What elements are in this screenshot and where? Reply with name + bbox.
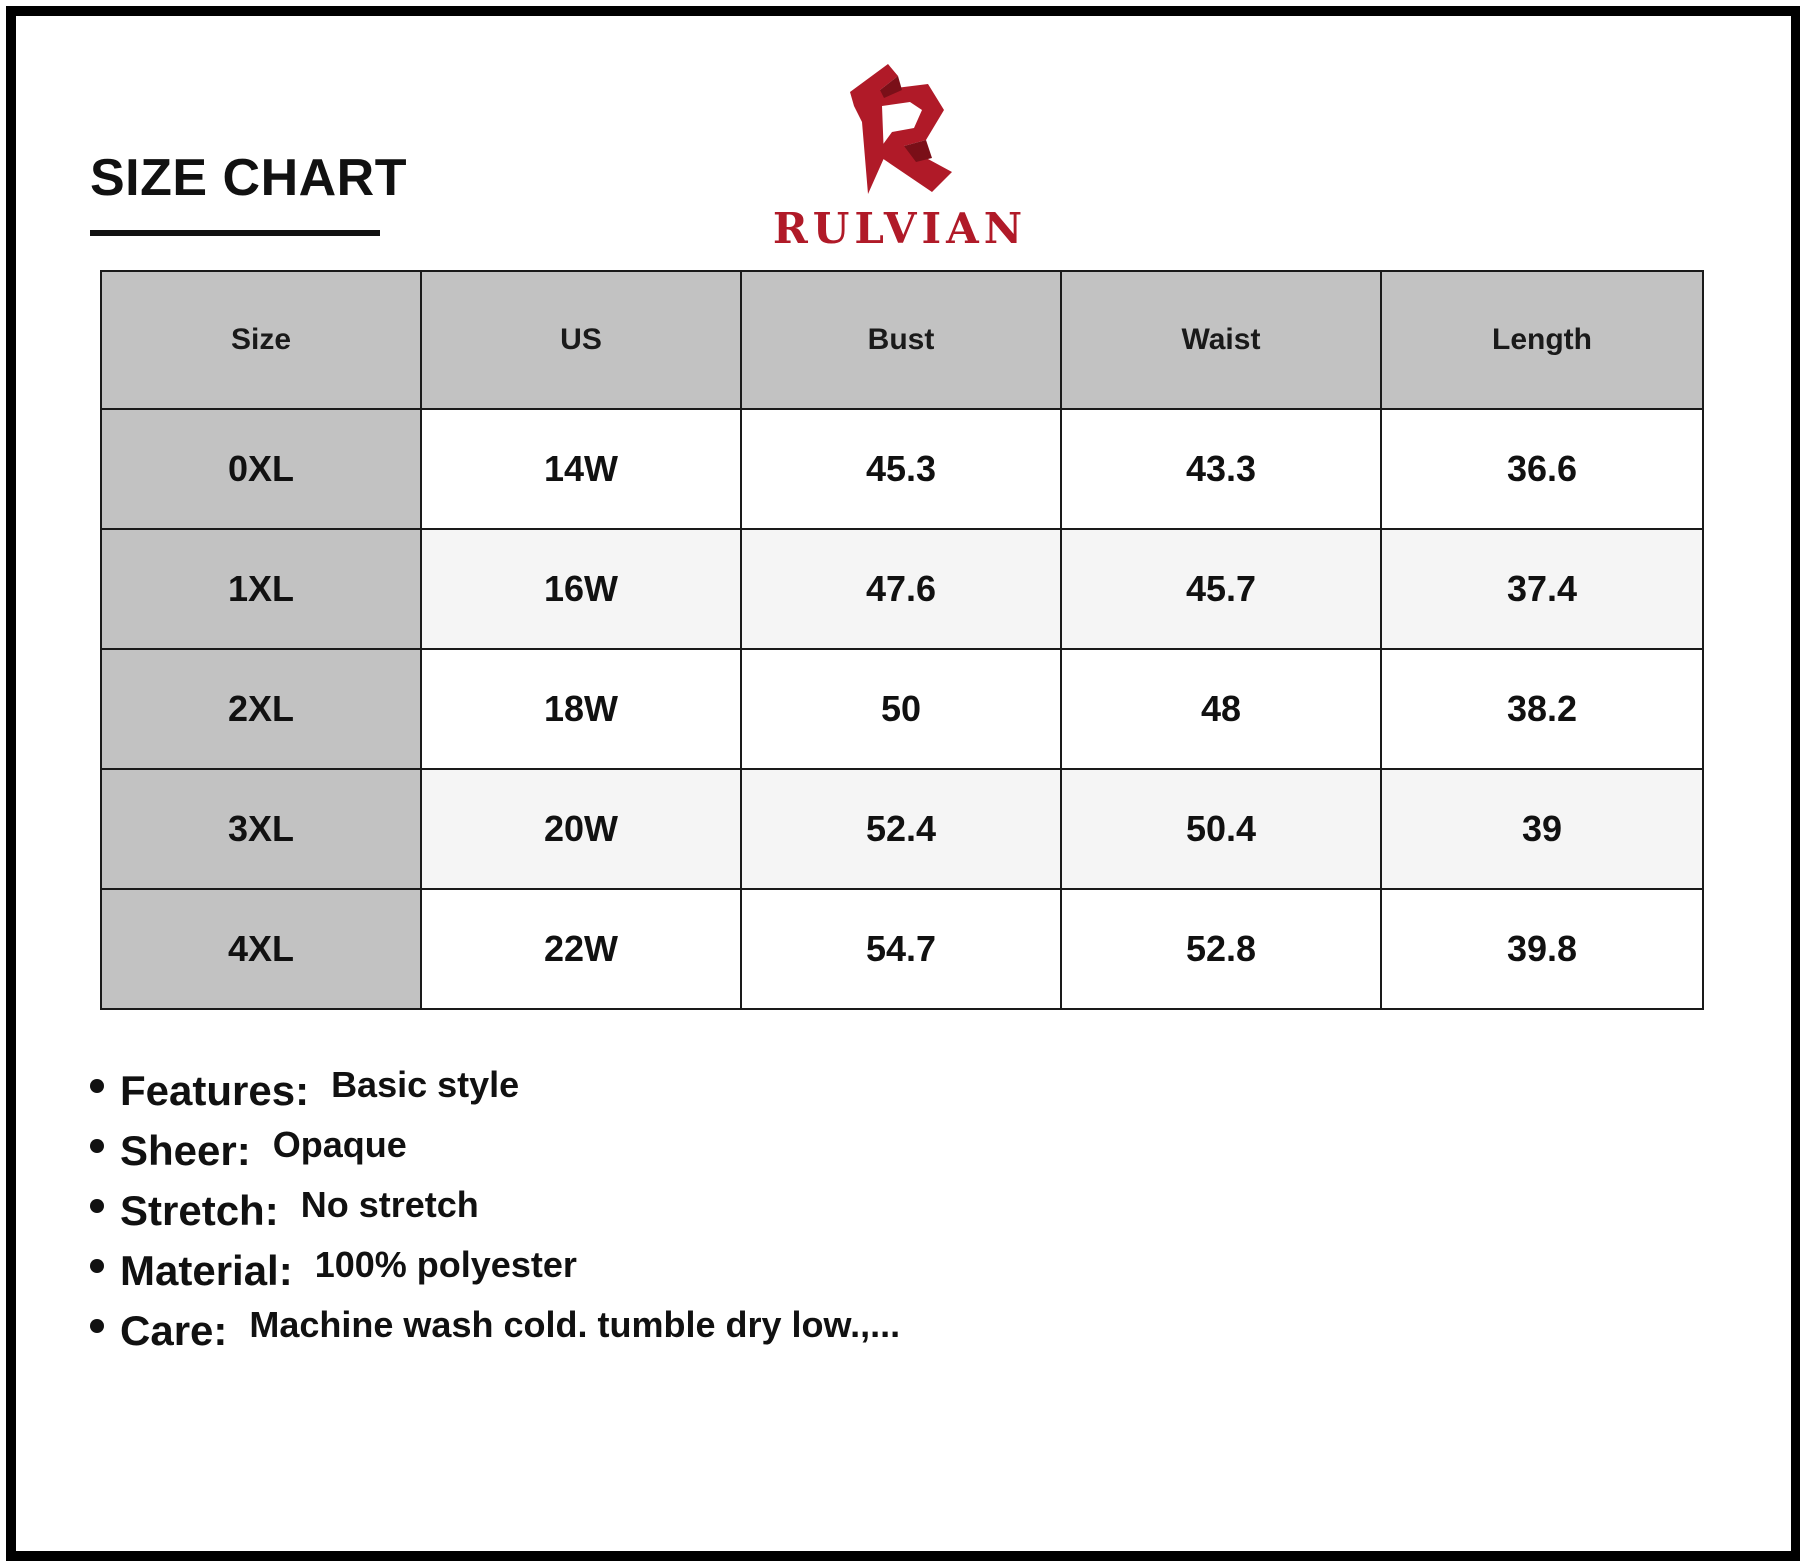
cell-bust: 47.6 [741,529,1061,649]
header-size: Size [101,271,421,409]
cell-bust: 52.4 [741,769,1061,889]
table-row [101,769,1703,889]
cell-bust: 50 [741,649,1061,769]
feature-value: Basic style [331,1064,520,1105]
feature-item [90,1175,1590,1235]
header-length: Length [1381,271,1703,409]
product-features [90,1055,1590,1355]
brand-name: RULVIAN [772,204,1028,253]
table-row [101,889,1703,1009]
feature-value: Opaque [272,1124,407,1165]
cell-waist: 50.4 [1061,769,1381,889]
page-title: SIZE CHART [90,149,407,207]
cell-us: 22W [421,889,741,1009]
bullet-icon [90,1319,104,1333]
bullet-icon [90,1079,104,1093]
cell-bust: 45.3 [741,409,1061,529]
cell-waist: 48 [1061,649,1381,769]
feature-value: Machine wash cold. tumble dry low.,... [249,1304,901,1345]
cell-waist: 43.3 [1061,409,1381,529]
feature-item [90,1115,1590,1175]
table-header-row [101,271,1703,409]
cell-size: 1XL [101,529,421,649]
feature-label: Features: [120,1067,310,1114]
cell-length: 39 [1381,769,1703,889]
brand-logo [770,62,1030,252]
table-row [101,529,1703,649]
cell-size: 4XL [101,889,421,1009]
header-bust: Bust [741,271,1061,409]
cell-size: 2XL [101,649,421,769]
cell-length: 38.2 [1381,649,1703,769]
cell-waist: 45.7 [1061,529,1381,649]
header-us: US [421,271,741,409]
feature-label: Care: [120,1307,228,1354]
cell-size: 3XL [101,769,421,889]
cell-length: 37.4 [1381,529,1703,649]
brand-r-icon [840,62,960,197]
feature-item [90,1055,1590,1115]
cell-length: 36.6 [1381,409,1703,529]
cell-length: 39.8 [1381,889,1703,1009]
bullet-icon [90,1199,104,1213]
feature-value: No stretch [300,1184,479,1225]
header-waist: Waist [1061,271,1381,409]
bullet-icon [90,1259,104,1273]
cell-us: 18W [421,649,741,769]
cell-waist: 52.8 [1061,889,1381,1009]
cell-us: 14W [421,409,741,529]
title-underline [90,230,380,236]
feature-value: 100% polyester [314,1244,577,1285]
feature-label: Stretch: [120,1187,279,1234]
table-row [101,409,1703,529]
size-table [100,270,1704,1010]
feature-label: Material: [120,1247,293,1294]
cell-us: 20W [421,769,741,889]
cell-bust: 54.7 [741,889,1061,1009]
feature-label: Sheer: [120,1127,251,1174]
feature-item [90,1235,1590,1295]
feature-item [90,1295,1590,1355]
cell-us: 16W [421,529,741,649]
cell-size: 0XL [101,409,421,529]
bullet-icon [90,1139,104,1153]
table-row [101,649,1703,769]
